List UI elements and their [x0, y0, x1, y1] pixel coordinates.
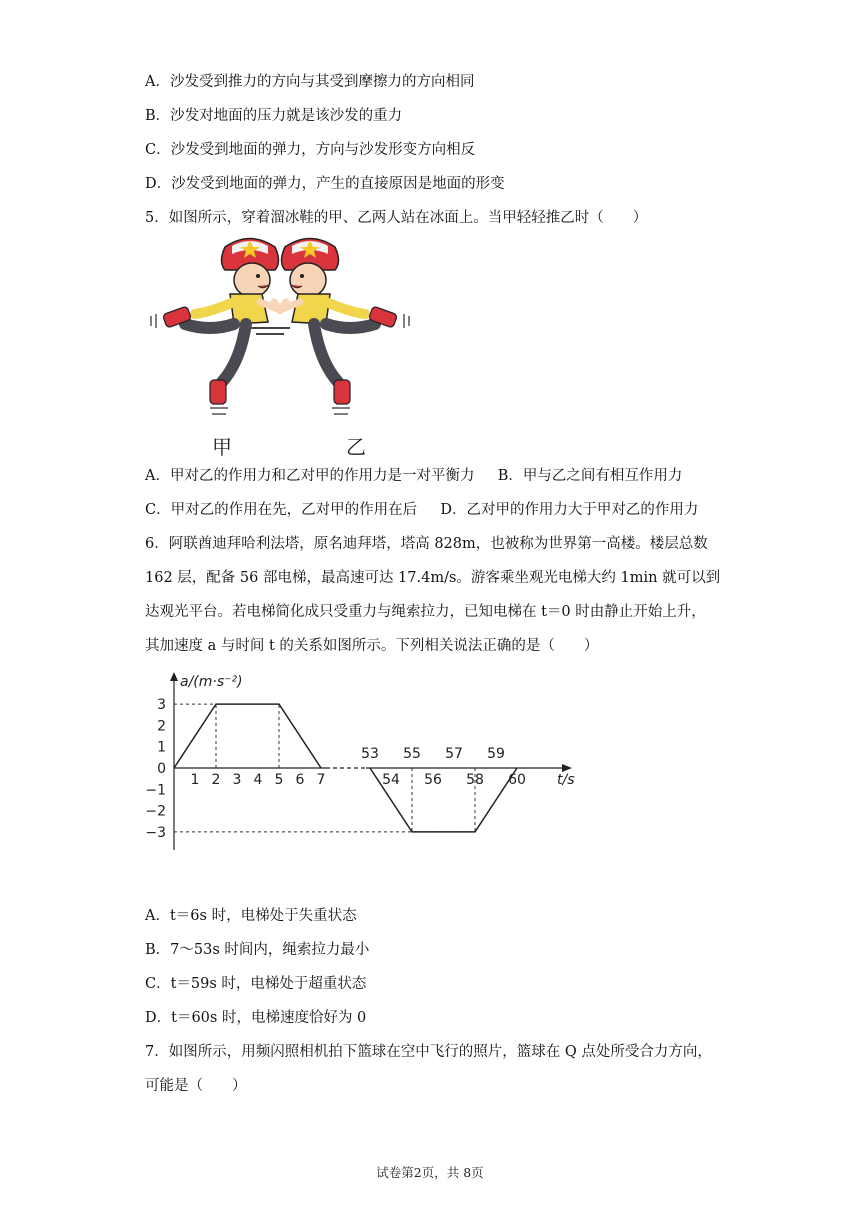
skater-jia	[151, 239, 286, 415]
x-tick-label: 5	[274, 772, 284, 788]
q6-option-d: D．t＝60s 时，电梯速度恰好为 0	[145, 1010, 367, 1026]
y-axis-arrow	[170, 672, 178, 681]
x-tick-label-below: 58	[466, 772, 484, 788]
q7-stem-line-2: 可能是（ ）	[145, 1078, 247, 1094]
label-jia: 甲	[212, 435, 232, 459]
x-tick-label-above: 59	[487, 746, 505, 762]
q5-options-row-1	[145, 466, 682, 486]
q6-option-b: B．7～53s 时间内，绳索拉力最小	[145, 942, 370, 958]
x-axis-arrow	[562, 764, 572, 772]
q5-option-c: C．甲对乙的作用在先，乙对甲的作用在后	[145, 502, 418, 518]
x-tick-label: 1	[190, 772, 200, 788]
series-line-acceleration-phase	[174, 704, 321, 768]
x-tick-label: 3	[232, 772, 242, 788]
x-tick-label: 4	[253, 772, 263, 788]
acceleration-time-chart	[140, 668, 590, 858]
y-tick-label: −1	[145, 782, 166, 799]
q4-option-d: D．沙发受到地面的弹力，产生的直接原因是地面的形变	[145, 176, 505, 192]
skater-yi	[274, 239, 409, 415]
skaters-figure	[150, 232, 410, 462]
label-yi: 乙	[346, 435, 366, 459]
x-tick-label: 6	[295, 772, 305, 788]
q6-option-c: C．t＝59s 时，电梯处于超重状态	[145, 976, 367, 992]
q4-option-a: A．沙发受到推力的方向与其受到摩擦力的方向相同	[145, 74, 475, 90]
x-tick-label-below: 56	[424, 772, 442, 788]
y-tick-label: 2	[157, 718, 166, 735]
y-tick-label: −2	[145, 803, 166, 820]
y-tick-label: 1	[157, 739, 166, 756]
y-tick-label: 0	[157, 761, 166, 777]
x-tick-label: 7	[316, 772, 326, 788]
q5-options-row-2	[145, 500, 698, 520]
q4-option-c: C．沙发受到地面的弹力，方向与沙发形变方向相反	[145, 142, 476, 158]
q5-option-d: D．乙对甲的作用力大于甲对乙的作用力	[440, 502, 699, 518]
x-axis-label: t/s	[557, 772, 575, 788]
x-tick-label-above: 57	[445, 746, 463, 762]
q4-option-b: B．沙发对地面的压力就是该沙发的重力	[145, 108, 403, 124]
x-tick-label-above: 53	[361, 746, 379, 762]
x-tick-label-below: 54	[382, 772, 400, 788]
y-axis-label: a/(m·s⁻²)	[180, 674, 243, 690]
q6-option-a: A．t＝6s 时，电梯处于失重状态	[145, 908, 357, 924]
q7-stem-line-1: 7．如图所示，用频闪照相机拍下篮球在空中飞行的照片，篮球在 Q 点处所受合力方向，	[145, 1044, 712, 1060]
page-footer: 试卷第2页，共 8页	[376, 1165, 484, 1180]
x-tick-label: 2	[211, 772, 221, 788]
q5-option-a: A．甲对乙的作用力和乙对甲的作用力是一对平衡力	[145, 468, 475, 484]
q6-stem-line-4: 其加速度 a 与时间 t 的关系如图所示。下列相关说法正确的是（ ）	[145, 638, 599, 654]
x-tick-label-below: 60	[508, 772, 526, 788]
q6-stem-line-1: 6．阿联酋迪拜哈利法塔，原名迪拜塔，塔高 828m，也被称为世界第一高楼。楼层总数	[145, 536, 708, 552]
y-tick-label: −3	[145, 824, 166, 841]
y-tick-label: 3	[157, 697, 166, 714]
q5-stem: 5．如图所示，穿着溜冰鞋的甲、乙两人站在冰面上。当甲轻轻推乙时（ ）	[145, 210, 648, 226]
x-tick-label-above: 55	[403, 746, 421, 762]
q5-option-b: B．甲与乙之间有相互作用力	[497, 468, 683, 484]
q6-stem-line-2: 162 层，配备 56 部电梯，最高速可达 17.4m/s。游客乘坐观光电梯大约 1min 就可以到	[145, 570, 721, 586]
q6-stem-line-3: 达观光平台。若电梯简化成只受重力与绳索拉力，已知电梯在 t＝0 时由静止开始上升，	[145, 604, 706, 620]
